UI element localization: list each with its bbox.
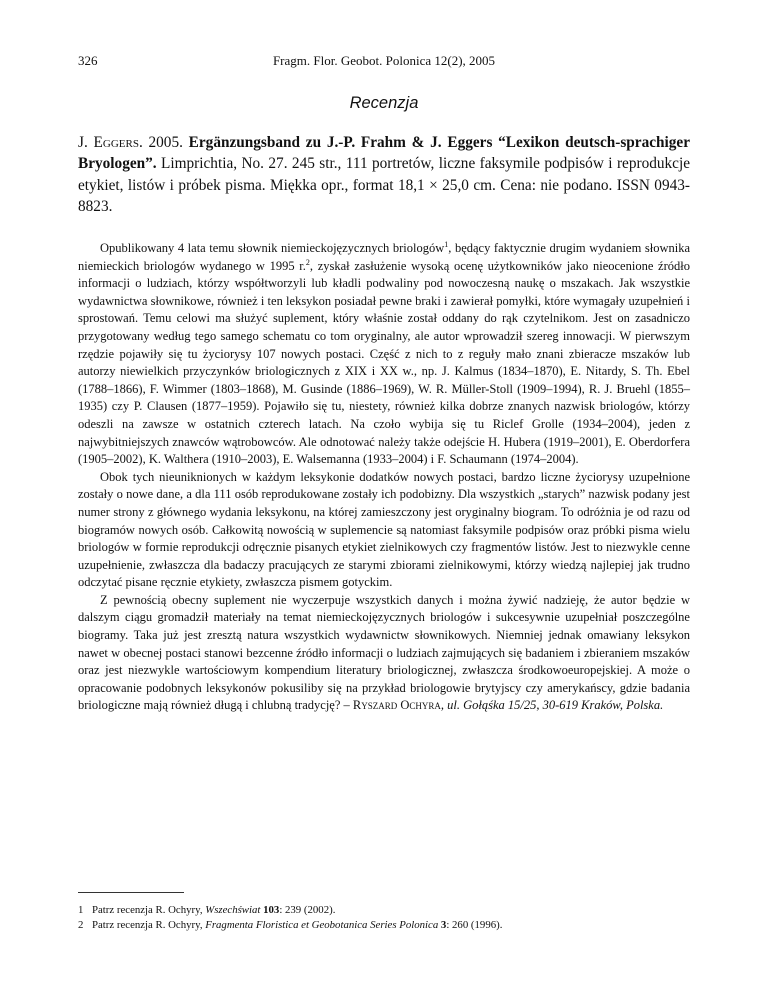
footnote-journal: Wszechświat — [205, 904, 261, 916]
paragraph-3-text: Z pewnością obecny suplement nie wyczerpuje wszystkich danych i można żywić nadzieję, że autor będzie w dalszym ciągu gromadził materiały na temat niemieckojęzycznych briologów i sukcesywnie uzupełniał poszczególne biogramy. Taka już jest zresztą natura wszystkich wydawnictw słownikowych. Niemniej jednak omawiany leksykon nawet w obecnej postaci stanowi bezcenne źródło informacji o ludziach zajmujących się badaniem i zbieraniem mszaków oraz jest niezwykle wartościowym kompendium literatury briologicznej, zwłaszcza środkowoeuropejskiej. A może o opracowanie podobnych leksykonów pokusiliby się na przykład briologowie brytyjscy czy amerykańscy, gdzie badania briologiczne mają również długą i chlubną tradycję? – — [78, 592, 690, 713]
footnote-text: Patrz recenzja R. Ochyry, — [92, 919, 206, 931]
citation-details: Limprichtia, No. 27. 245 str., 111 portretów, liczne faksymile podpisów i reprodukcje etykiet, listów i próbek pisma. Miękka opr., format 18,1 × 25,0 cm. Cena: nie podano. ISSN 0943-8823. — [78, 155, 690, 215]
paragraph-1-text-c: , zyskał zasłużenie wysoką ocenę użytkowników jako nieocenione źródło informacji o ludziach, którzy współtworzyli lub kładli podwaliny pod nowoczesną naukę o mszakach. Jak wszystkie wydawnictwa słownikowe, również i ten leksykon posiadał pewne braki i zawierał pomyłki, które wymagały uzupełnień i sprostowań. Temu celowi ma służyć suplement, który właśnie został oddany do rąk czytelnikom. Jest on zasadniczo przygotowany według tego samego schematu co tom oryginalny, ale autor wprowadził szereg innowacji. W pierwszym rzędzie pojawiły się tu życiorysy 107 nowych postaci. Część z nich to z reguły mało znani zbieracze mszaków lub autorzy niewielkich przyczynków briologicznych z XIX i XX w., np. J. Kalmus (1834–1870), E. Nitardy, S. Th. Ebel (1788–1866), F. Wimmer (1803–1868), M. Gusinde (1886–1969), W. R. Müller-Stoll (1909–1994), R. J. Bruehl (1855–1935) czy P. Clausen (1877–1959). Pojawiło się tu, niestety, również kilka dobrze znanych nazwisk briologów, którzy odeszli na zawsze w ostatnich czterech latach. Na czoło wybija się tu Riclef Grolle (1934–2004), jeden z najwybitniejszych znawców wątrobowców. Ale odnotować należy także odejście H. Hubera (1919–2001), E. Oberdorfera (1905–2002), K. Walthera (1910–2003), E. Walsemanna (1933–2004) i F. Schaumann (1974–2004). — [78, 258, 690, 467]
paragraph-2: Obok tych nieuniknionych w każdym leksykonie dodatków nowych postaci, bardzo liczne życiorysy uzupełnione zostały o nowe dane, a dla 111 osób reprodukowane zostały ich podobizny. Dla wszystkich „starych” nazwisk podany jest numer strony z głównego wydania leksykonu, na której zamieszczony jest oryginalny biogram. To odróżnia je od razu od biogramów nowych osób. Całkowitą nowością w suplemencie są natomiast faksymile podpisów oraz próbki pisma wielu briologów w formie reprodukcji odręcznie pisanych etykiet zielnikowych czy fragmentów listów. Jest to niezwykle cenne uzupełnienie, zwłaszcza dla badaczy pracujących ze starymi zbiorami zielnikowymi, którzy wiedzą najlepiej jak trudno odczytać pisane ręcznie etykiety, zwłaszcza pismem gotyckim. — [78, 469, 690, 590]
paragraph-3 — [78, 592, 690, 715]
footnote-1 — [78, 903, 690, 918]
page-number: 326 — [78, 53, 98, 68]
footnote-ref-2[interactable]: 2 — [305, 257, 310, 267]
journal-header: Fragm. Flor. Geobot. Polonica 12(2), 2005 — [272, 53, 496, 68]
paragraph-1-text-a: Opublikowany 4 lata temu słownik niemieckojęzycznych briologów — [100, 241, 445, 255]
footnote-text: Patrz recenzja R. Ochyry, — [92, 904, 206, 916]
citation-author-last: Eggers — [93, 134, 139, 151]
footnote-pages: : 260 (1996). — [446, 919, 503, 931]
footnote-2 — [78, 918, 690, 933]
paragraph-1-text-b: , będący faktycznie drugim wydaniem słownika niemieckich briologów wydanego w 1995 r. — [78, 241, 690, 273]
footnote-divider — [78, 892, 184, 893]
review-citation — [78, 132, 690, 217]
running-header — [78, 53, 690, 71]
section-title: Recenzja — [349, 94, 419, 112]
paragraph-1 — [78, 240, 690, 469]
footnote-volume: 103 — [263, 904, 280, 916]
footnote-volume: 3 — [440, 919, 447, 931]
footnote-pages: : 239 (2002). — [279, 904, 336, 916]
signature-address: , ul. Gołąśka 15/25, 30-619 Kraków, Polska. — [440, 698, 664, 713]
citation-year: . 2005. — [138, 134, 189, 151]
footnotes — [78, 903, 690, 933]
citation-author-first: J. — [78, 134, 94, 151]
footnote-number: 2 — [78, 919, 84, 931]
citation-title: Ergänzungsband zu J.-P. Frahm & J. Eggers “Lexikon deutsch-sprachiger Bryologen”. — [78, 134, 691, 173]
footnote-ref-1[interactable]: 1 — [444, 240, 449, 249]
footnote-number: 1 — [78, 904, 84, 916]
signature-name: Ryszard Ochyra — [352, 698, 441, 713]
review-body — [78, 240, 690, 715]
footnote-journal: Fragmenta Floristica et Geobotanica Series Polonica — [205, 919, 439, 931]
